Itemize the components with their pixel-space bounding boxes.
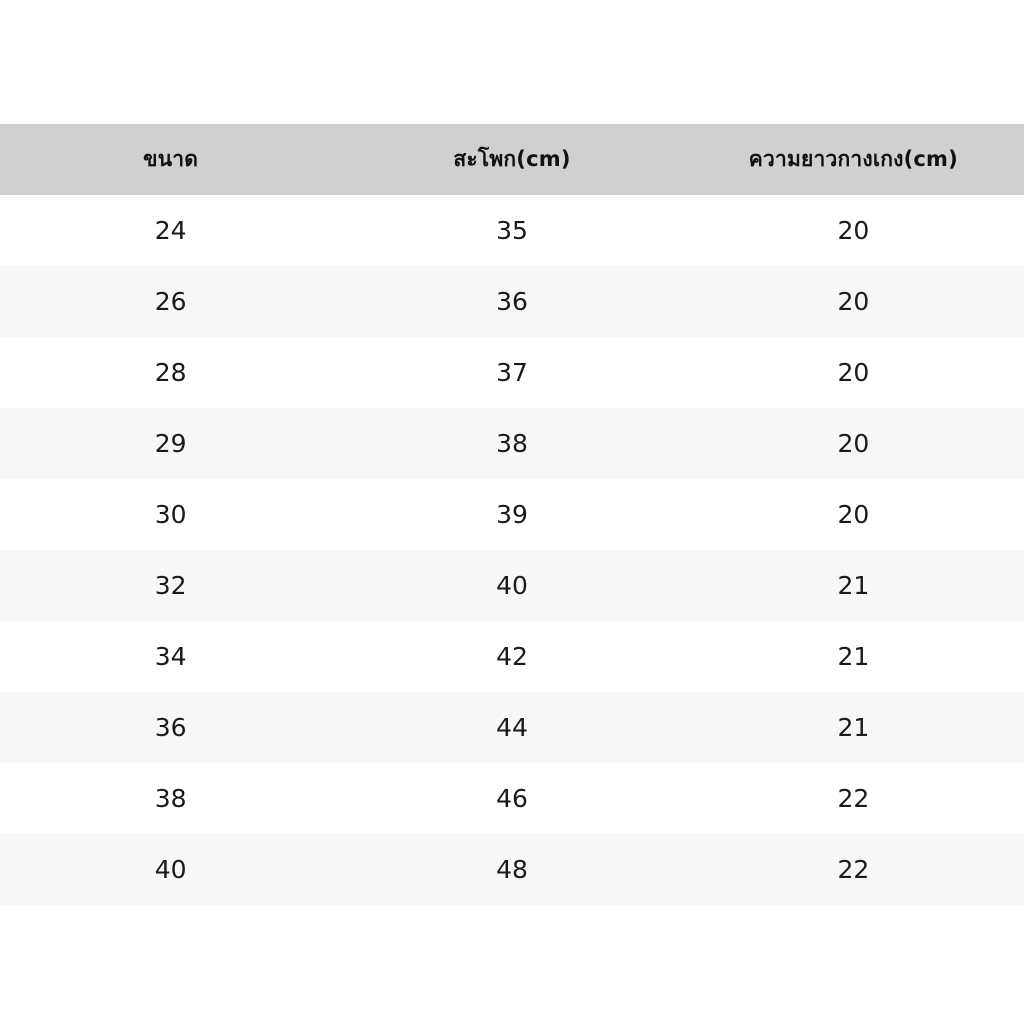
cell-size: 36	[154, 713, 187, 742]
cell-length: 20	[837, 358, 870, 387]
cell-size: 34	[154, 642, 187, 671]
cell-size: 32	[154, 571, 187, 600]
column-header-length: ความยาวกางเกง(cm)	[748, 147, 958, 171]
cell-length: 21	[837, 713, 870, 742]
table-header	[0, 124, 1024, 195]
cell-hip: 42	[496, 642, 528, 671]
cell-size: 30	[154, 500, 187, 529]
cell-hip: 37	[496, 358, 528, 387]
table-row	[0, 621, 1024, 692]
cell-hip: 39	[496, 500, 528, 529]
table-row	[0, 195, 1024, 266]
cell-size: 38	[154, 784, 187, 813]
table-row	[0, 692, 1024, 763]
table-row	[0, 763, 1024, 834]
cell-length: 20	[837, 216, 870, 245]
cell-length: 22	[837, 784, 870, 813]
column-header-hip: สะโพก(cm)	[453, 147, 571, 171]
cell-size: 40	[154, 855, 187, 884]
table-header-row	[0, 124, 1024, 195]
cell-size: 29	[154, 429, 187, 458]
cell-size: 26	[154, 287, 187, 316]
table-row	[0, 834, 1024, 905]
cell-hip: 48	[496, 855, 528, 884]
cell-size: 24	[154, 216, 187, 245]
cell-length: 21	[837, 571, 870, 600]
bottom-margin	[0, 905, 1024, 1024]
table-row	[0, 479, 1024, 550]
top-margin	[0, 0, 1024, 124]
cell-length: 20	[837, 287, 870, 316]
cell-length: 20	[837, 500, 870, 529]
cell-hip: 44	[496, 713, 528, 742]
cell-length: 22	[837, 855, 870, 884]
cell-hip: 36	[496, 287, 528, 316]
cell-hip: 35	[496, 216, 528, 245]
cell-hip: 40	[496, 571, 528, 600]
table-row	[0, 408, 1024, 479]
table-row	[0, 266, 1024, 337]
cell-length: 20	[837, 429, 870, 458]
table-body	[0, 195, 1024, 905]
column-header-size: ขนาด	[143, 147, 199, 171]
cell-hip: 38	[496, 429, 528, 458]
cell-length: 21	[837, 642, 870, 671]
cell-size: 28	[154, 358, 187, 387]
size-chart-table	[0, 124, 1024, 905]
table-row	[0, 337, 1024, 408]
cell-hip: 46	[496, 784, 528, 813]
table-row	[0, 550, 1024, 621]
